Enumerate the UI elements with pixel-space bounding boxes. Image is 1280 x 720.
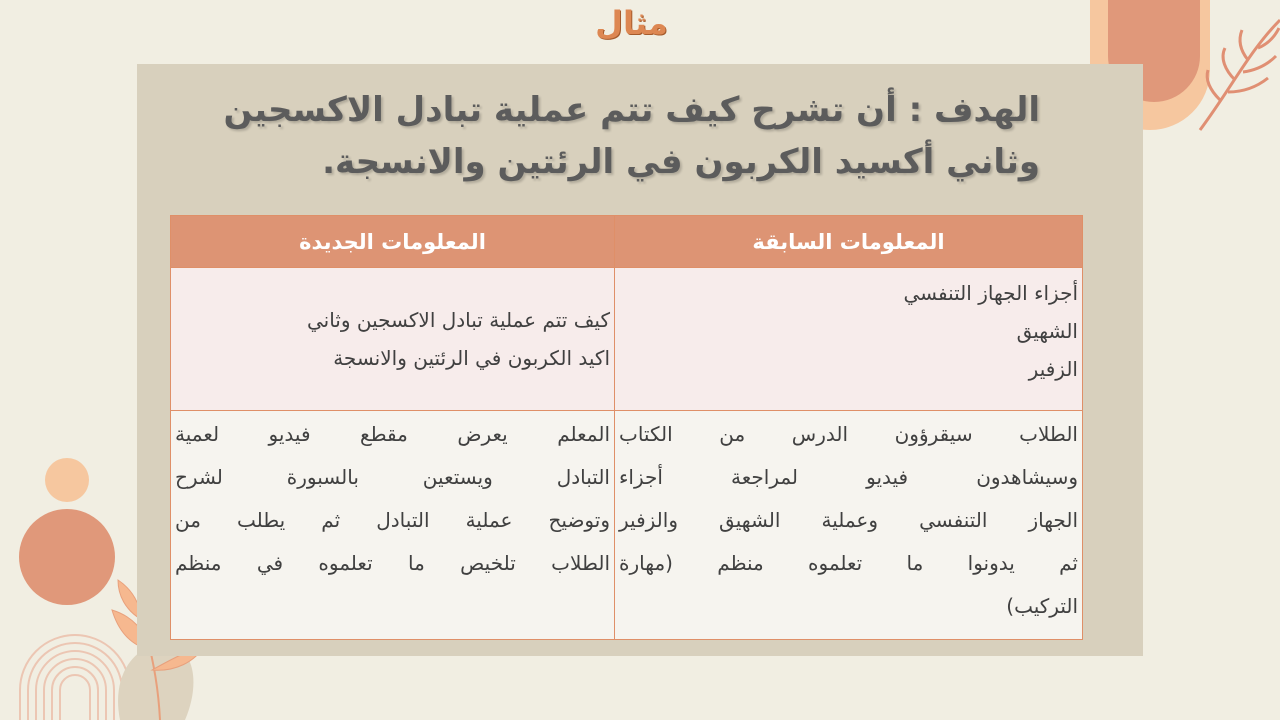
cell-prior-activity: [615, 411, 1083, 640]
table-row: [171, 268, 1083, 411]
new-activity-line: المعلم يعرض مقطع فيديو لعمية: [175, 422, 610, 446]
new-activity-line: وتوضيح عملية التبادل ثم يطلب من: [175, 508, 610, 532]
prior-activity-line: الجهاز التنفسي وعملية الشهيق والزفير: [619, 508, 1078, 532]
info-table: [170, 215, 1083, 640]
prior-activity-line: ثم يدونوا ما تعلموه منظم (مهارة: [619, 551, 1078, 575]
goal-statement: [180, 84, 1040, 188]
cell-new-activity: [171, 411, 615, 640]
prior-concept-item: أجزاء الجهاز التنفسي: [903, 281, 1078, 305]
new-activity-line: الطلاب تلخيص ما تعلموه في منظم: [175, 551, 610, 575]
table-header-row: [171, 216, 1083, 268]
prior-activity-line: وسيشاهدون فيديو لمراجعة أجزاء: [619, 465, 1078, 489]
prior-concept-item: الشهيق: [1016, 319, 1078, 343]
cell-new-concepts: [171, 268, 615, 411]
cell-prior-concepts: [615, 268, 1083, 411]
prior-activity-line: التركيب): [1006, 594, 1078, 618]
header-new-knowledge: المعلومات الجديدة: [171, 216, 615, 268]
goal-line-1: الهدف : أن تشرح كيف تتم عملية تبادل الاكسجين: [223, 90, 1040, 130]
goal-line-2: وثاني أكسيد الكربون في الرئتين والانسجة.: [322, 142, 1040, 182]
table-row: [171, 411, 1083, 640]
new-concept-line: كيف تتم عملية تبادل الاكسجين وثاني: [306, 308, 610, 332]
prior-activity-line: الطلاب سيقرؤون الدرس من الكتاب: [619, 422, 1078, 446]
new-activity-line: التبادل ويستعين بالسبورة لشرح: [175, 465, 610, 489]
new-concept-line: اكيد الكربون في الرئتين والانسجة: [333, 346, 610, 370]
prior-concept-item: الزفير: [1028, 357, 1078, 381]
header-prior-knowledge: المعلومات السابقة: [615, 216, 1083, 268]
small-peach-circle: [45, 458, 89, 502]
rainbow-arches: [20, 635, 130, 720]
slide-title: مثال: [595, 4, 668, 42]
terracotta-circle: [19, 509, 115, 605]
